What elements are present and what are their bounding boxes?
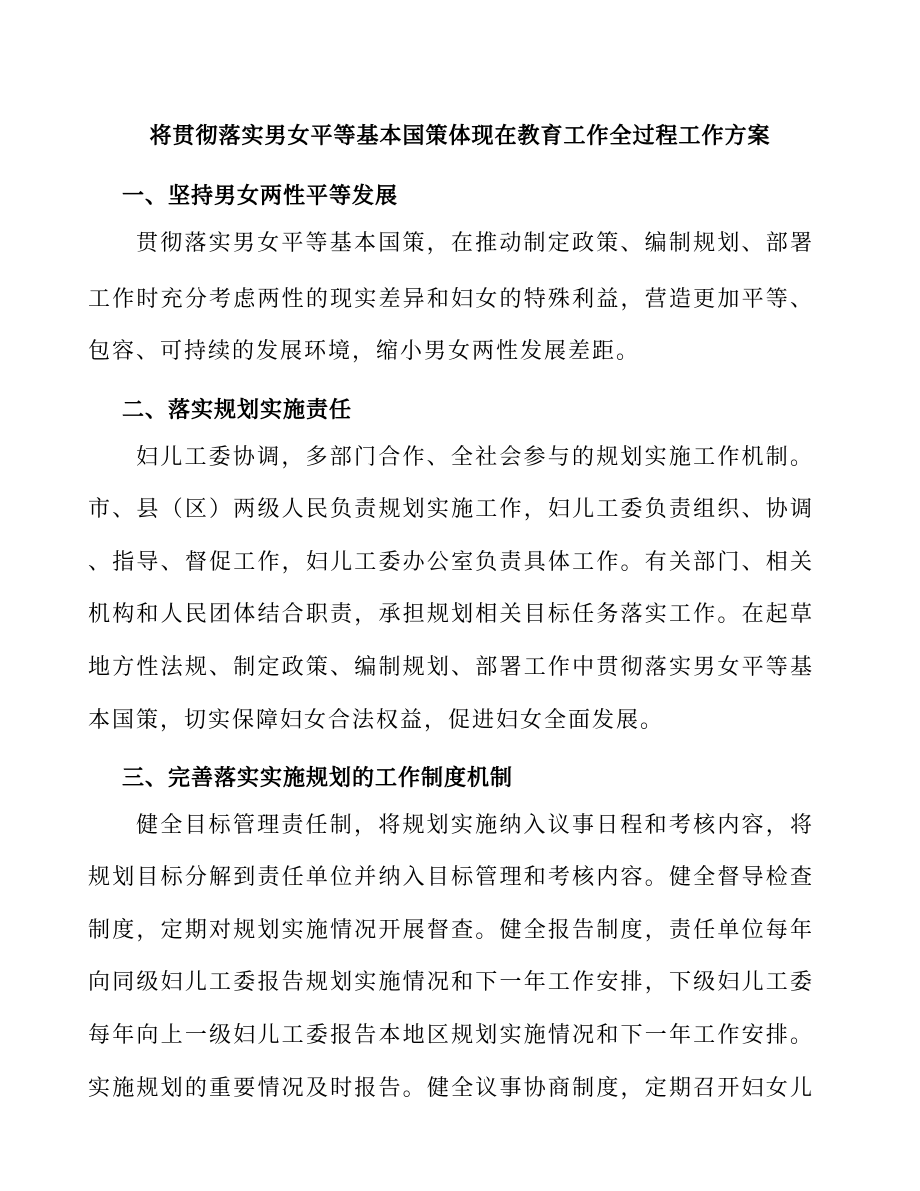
paragraph-line: 、指导、督促工作，妇儿工委办公室负责具体工作。有关部门、相关 [88,550,812,575]
paragraph-line: 市、县（区）两级人民负责规划实施工作，妇儿工委负责组织、协调 [88,497,812,522]
paragraph-line: 工作时充分考虑两性的现实差异和妇女的特殊利益，营造更加平等、 [88,287,812,312]
section-heading-2: 二、落实规划实施责任 [122,397,353,423]
paragraph-line: 贯彻落实男女平等基本国策，在推动制定政策、编制规划、部署 [136,231,812,256]
paragraph-line: 规划目标分解到责任单位并纳入目标管理和考核内容。健全督导检查 [88,865,812,890]
section-heading-1: 一、坚持男女两性平等发展 [122,183,399,209]
paragraph-line: 实施规划的重要情况及时报告。健全议事协商制度，定期召开妇女儿 [88,1076,812,1101]
paragraph-line: 向同级妇儿工委报告规划实施情况和下一年工作安排，下级妇儿工委 [88,970,812,995]
document-title: 将贯彻落实男女平等基本国策体现在教育工作全过程工作方案 [149,123,771,149]
paragraph-line: 包容、可持续的发展环境，缩小男女两性发展差距。 [88,339,641,364]
section-heading-3: 三、完善落实实施规划的工作制度机制 [122,765,514,791]
paragraph-line: 地方性法规、制定政策、编制规划、部署工作中贯彻落实男女平等基 [88,655,812,680]
paragraph-line: 健全目标管理责任制，将规划实施纳入议事日程和考核内容，将 [136,813,812,838]
paragraph-line: 本国策，切实保障妇女合法权益，促进妇女全面发展。 [88,708,665,733]
paragraph-line: 机构和人民团体结合职责，承担规划相关目标任务落实工作。在起草 [88,602,812,627]
paragraph-line: 制度，定期对规划实施情况开展督查。健全报告制度，责任单位每年 [88,918,812,943]
paragraph-line: 妇儿工委协调，多部门合作、全社会参与的规划实施工作机制。 [136,445,812,470]
paragraph-line: 每年向上一级妇儿工委报告本地区规划实施情况和下一年工作安排。 [88,1023,812,1048]
